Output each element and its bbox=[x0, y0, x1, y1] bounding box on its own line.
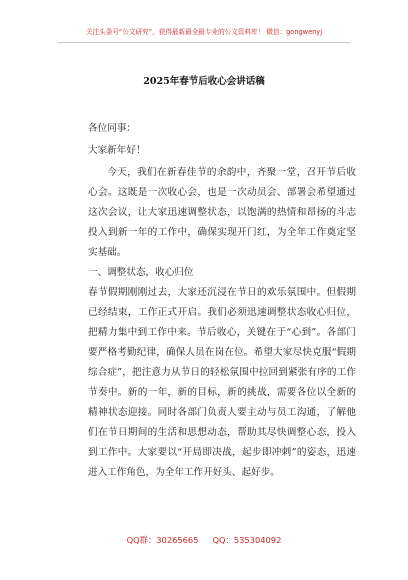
section-heading: 一、调整状态，收心归位 bbox=[88, 267, 194, 278]
paragraph-section-one: 春节假期刚刚过去，大家还沉浸在节日的欢乐氛围中。但假期已经结束，工作正式开启。我们必须迅速调整状态收心归位，把精力集中到工作中来。节后收心，关键在于“心到”。各部门要严格考勤纪律，确保人员在岗在位。希望大家尽快克服“假期综合症”，把注意力从节日的轻松氛围中拉回到紧张有序的工作节奏中。新的一年，新的目标，新的挑战，需要各位以全新的精神状态迎接。同时各部门负责人要主动与员工沟通，了解他们在节日期间的生活和思想动态，帮助其尽快调整心态，投入到工作中。大家要以“开局即决战，起步即冲刺”的姿态，迅速进入工作角色，为全年工作开好头、起好步。 bbox=[88, 287, 356, 478]
document-title: 2025年春节后收心会讲话稿 bbox=[143, 76, 265, 87]
header-divider bbox=[58, 42, 350, 43]
footer-qq-number: QQ：535304092 bbox=[212, 535, 282, 545]
greeting: 大家新年好！ bbox=[88, 145, 146, 156]
header-promo-text: 关注头条号“公文研究”，获得最新最全最专业的公文资料库！ 微信：gongwenyj bbox=[85, 28, 323, 36]
footer-qq-group: QQ群：30265665 bbox=[126, 535, 199, 545]
paragraph-opening: 今天，我们在新春佳节的余韵中，齐聚一堂，召开节后收心会。这既是一次收心会，也是一次动员会、部署会希望通过这次会议，让大家迅速调整状态，以饱满的热情和昂扬的斗志投入到新一年的工作中，确保实现开门红，为全年工作奠定坚实基础。 bbox=[88, 167, 356, 258]
footer-contact bbox=[0, 534, 408, 546]
salutation: 各位同事： bbox=[88, 123, 136, 134]
document-body bbox=[88, 119, 356, 483]
